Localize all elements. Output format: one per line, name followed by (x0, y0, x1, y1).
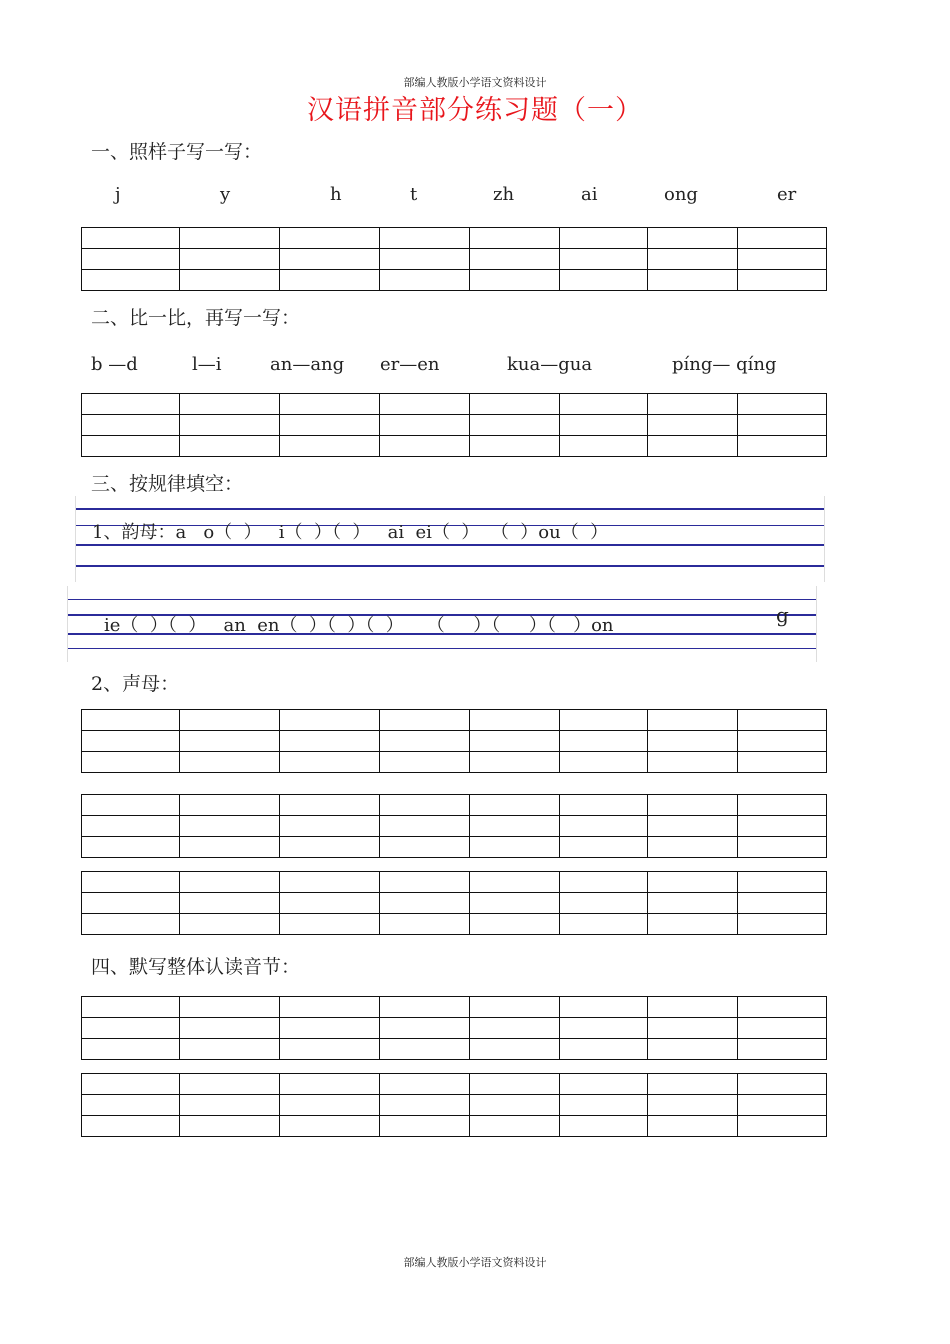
grid-row (82, 394, 827, 415)
grid-cell[interactable] (180, 436, 280, 457)
grid-cell[interactable] (648, 872, 738, 893)
grid-cell[interactable] (738, 816, 827, 837)
grid-cell[interactable] (470, 914, 560, 935)
grid-cell[interactable] (648, 270, 738, 291)
rule-line (76, 508, 824, 510)
grid-row (82, 1095, 827, 1116)
grid-cell[interactable] (560, 1095, 648, 1116)
grid-cell[interactable] (470, 752, 560, 773)
grid-cell[interactable] (470, 249, 560, 270)
grid-row (82, 837, 827, 858)
grid-cell[interactable] (82, 752, 180, 773)
grid-cell[interactable] (380, 1074, 470, 1095)
page-header: 部编人教版小学语文资料设计 (403, 76, 547, 89)
grid-cell[interactable] (82, 249, 180, 270)
letter-y: y (220, 184, 231, 205)
grid-cell[interactable] (180, 837, 280, 858)
grid-cell[interactable] (82, 1074, 180, 1095)
pair-ping-qing: píng— qíng (672, 354, 777, 375)
grid-cell[interactable] (180, 1095, 280, 1116)
grid-cell[interactable] (180, 270, 280, 291)
grid-cell[interactable] (738, 270, 827, 291)
grid-cell[interactable] (560, 1074, 648, 1095)
writing-grid-6[interactable] (81, 996, 827, 1060)
grid-cell[interactable] (648, 795, 738, 816)
grid-row (82, 795, 827, 816)
grid-row (82, 436, 827, 457)
grid-cell[interactable] (470, 270, 560, 291)
grid-cell[interactable] (82, 270, 180, 291)
grid-cell[interactable] (82, 228, 180, 249)
section-1-heading: 一、照样子写一写： (91, 141, 263, 163)
grid-cell[interactable] (380, 893, 470, 914)
rule-line (76, 565, 824, 567)
grid-cell[interactable] (560, 731, 648, 752)
section-3-heading: 三、按规律填空： (91, 473, 244, 495)
grid-cell[interactable] (280, 893, 380, 914)
grid-cell[interactable] (560, 415, 648, 436)
grid-cell[interactable] (470, 893, 560, 914)
grid-cell[interactable] (180, 394, 280, 415)
grid-cell[interactable] (82, 816, 180, 837)
grid-cell[interactable] (180, 816, 280, 837)
grid-cell[interactable] (280, 249, 380, 270)
grid-cell[interactable] (470, 710, 560, 731)
grid-cell[interactable] (82, 893, 180, 914)
grid-cell[interactable] (280, 837, 380, 858)
grid-cell[interactable] (82, 837, 180, 858)
grid-cell[interactable] (380, 997, 470, 1018)
grid-row (82, 710, 827, 731)
writing-grid-1[interactable] (81, 227, 827, 291)
grid-cell[interactable] (560, 270, 648, 291)
grid-cell[interactable] (470, 1074, 560, 1095)
grid-cell[interactable] (738, 394, 827, 415)
grid-cell[interactable] (560, 1018, 648, 1039)
grid-row (82, 415, 827, 436)
grid-cell[interactable] (738, 1018, 827, 1039)
pair-l-i: l—i (192, 354, 222, 375)
grid-cell[interactable] (180, 1074, 280, 1095)
grid-cell[interactable] (560, 1116, 648, 1137)
grid-cell[interactable] (180, 997, 280, 1018)
grid-cell[interactable] (82, 1039, 180, 1060)
letter-ai: ai (581, 184, 598, 205)
grid-cell[interactable] (180, 752, 280, 773)
grid-cell[interactable] (648, 249, 738, 270)
grid-cell[interactable] (280, 997, 380, 1018)
grid-row (82, 731, 827, 752)
grid-cell[interactable] (648, 228, 738, 249)
grid-cell[interactable] (648, 914, 738, 935)
grid-cell[interactable] (738, 1095, 827, 1116)
grid-cell[interactable] (738, 1039, 827, 1060)
grid-cell[interactable] (380, 872, 470, 893)
initials-subheading: 2、声母： (91, 673, 180, 695)
grid-cell[interactable] (380, 752, 470, 773)
grid-cell[interactable] (470, 872, 560, 893)
grid-cell[interactable] (280, 394, 380, 415)
section-4-heading: 四、默写整体认读音节： (91, 956, 301, 978)
grid-cell[interactable] (738, 872, 827, 893)
grid-cell[interactable] (560, 249, 648, 270)
letter-t: t (410, 184, 418, 205)
grid-cell[interactable] (560, 1039, 648, 1060)
grid-cell[interactable] (648, 1095, 738, 1116)
grid-cell[interactable] (82, 415, 180, 436)
grid-cell[interactable] (648, 394, 738, 415)
grid-cell[interactable] (380, 1116, 470, 1137)
grid-cell[interactable] (280, 1074, 380, 1095)
grid-cell[interactable] (648, 1074, 738, 1095)
grid-cell[interactable] (380, 1018, 470, 1039)
writing-grid-3[interactable] (81, 709, 827, 773)
grid-cell[interactable] (180, 1018, 280, 1039)
grid-cell[interactable] (560, 752, 648, 773)
grid-cell[interactable] (470, 228, 560, 249)
grid-cell[interactable] (180, 249, 280, 270)
grid-cell[interactable] (280, 795, 380, 816)
grid-cell[interactable] (738, 1116, 827, 1137)
ruled-band-2 (67, 586, 817, 662)
grid-cell[interactable] (180, 710, 280, 731)
grid-row (82, 752, 827, 773)
grid-cell[interactable] (280, 270, 380, 291)
grid-cell[interactable] (180, 415, 280, 436)
grid-cell[interactable] (380, 436, 470, 457)
grid-cell[interactable] (470, 837, 560, 858)
grid-cell[interactable] (648, 415, 738, 436)
grid-cell[interactable] (738, 837, 827, 858)
vowel-fill-line-2-tail: g (776, 603, 789, 627)
grid-cell[interactable] (380, 710, 470, 731)
grid-cell[interactable] (560, 837, 648, 858)
page-footer: 部编人教版小学语文资料设计 (403, 1256, 547, 1269)
letter-ong: ong (664, 184, 698, 205)
writing-grid-7[interactable] (81, 1073, 827, 1137)
grid-cell[interactable] (82, 1018, 180, 1039)
grid-cell[interactable] (380, 249, 470, 270)
grid-cell[interactable] (560, 394, 648, 415)
grid-cell[interactable] (470, 816, 560, 837)
grid-cell[interactable] (470, 1095, 560, 1116)
section-2-heading: 二、比一比，再写一写： (91, 307, 301, 329)
grid-cell[interactable] (738, 415, 827, 436)
pair-kua-gua: kua—gua (507, 354, 593, 375)
grid-row (82, 893, 827, 914)
grid-cell[interactable] (470, 795, 560, 816)
grid-cell[interactable] (280, 1039, 380, 1060)
grid-cell[interactable] (470, 1116, 560, 1137)
grid-cell[interactable] (180, 872, 280, 893)
grid-cell[interactable] (280, 436, 380, 457)
grid-cell[interactable] (560, 872, 648, 893)
grid-cell[interactable] (380, 270, 470, 291)
grid-cell[interactable] (180, 795, 280, 816)
ruled-band-1 (75, 496, 825, 582)
vowel-fill-line-2[interactable]: ie（ ）（ ） an en（ ）（ ）（ ） （ ）（ ）（ ）on (104, 615, 614, 636)
grid-cell[interactable] (280, 415, 380, 436)
grid-cell[interactable] (648, 710, 738, 731)
letter-er: er (777, 184, 797, 205)
grid-cell[interactable] (738, 731, 827, 752)
grid-cell[interactable] (738, 710, 827, 731)
grid-cell[interactable] (738, 914, 827, 935)
grid-cell[interactable] (380, 1039, 470, 1060)
grid-cell[interactable] (470, 997, 560, 1018)
grid-cell[interactable] (470, 1018, 560, 1039)
grid-cell[interactable] (560, 795, 648, 816)
grid-cell[interactable] (380, 731, 470, 752)
grid-cell[interactable] (280, 1116, 380, 1137)
writing-grid-5[interactable] (81, 871, 827, 935)
grid-cell[interactable] (380, 394, 470, 415)
grid-cell[interactable] (648, 731, 738, 752)
grid-cell[interactable] (380, 837, 470, 858)
grid-cell[interactable] (648, 1116, 738, 1137)
grid-cell[interactable] (648, 893, 738, 914)
grid-cell[interactable] (738, 795, 827, 816)
grid-row (82, 914, 827, 935)
worksheet-title: 汉语拼音部分练习题（一） (307, 95, 643, 126)
grid-cell[interactable] (380, 415, 470, 436)
grid-cell[interactable] (648, 1018, 738, 1039)
grid-cell[interactable] (648, 1039, 738, 1060)
grid-row (82, 1074, 827, 1095)
letter-zh: zh (493, 184, 515, 205)
grid-cell[interactable] (180, 228, 280, 249)
grid-cell[interactable] (82, 997, 180, 1018)
grid-cell[interactable] (82, 731, 180, 752)
grid-cell[interactable] (82, 1095, 180, 1116)
grid-row (82, 1018, 827, 1039)
grid-cell[interactable] (738, 752, 827, 773)
grid-row (82, 872, 827, 893)
grid-cell[interactable] (560, 893, 648, 914)
grid-cell[interactable] (82, 710, 180, 731)
rule-line (76, 544, 824, 546)
grid-cell[interactable] (738, 997, 827, 1018)
grid-cell[interactable] (82, 394, 180, 415)
grid-cell[interactable] (470, 731, 560, 752)
grid-cell[interactable] (82, 795, 180, 816)
grid-row (82, 228, 827, 249)
pair-an-ang: an—ang (270, 354, 345, 375)
vowel-fill-line-1[interactable]: 1、韵母：a o（ ） i（ ）（ ） ai ei（ ） （ ）ou（ ） (92, 522, 609, 543)
grid-cell[interactable] (560, 816, 648, 837)
pair-er-en: er—en (380, 354, 440, 375)
letter-j: j (115, 184, 121, 205)
grid-cell[interactable] (470, 394, 560, 415)
grid-cell[interactable] (648, 816, 738, 837)
rule-line (68, 599, 816, 600)
grid-cell[interactable] (560, 710, 648, 731)
grid-cell[interactable] (280, 1018, 380, 1039)
writing-grid-4[interactable] (81, 794, 827, 858)
grid-cell[interactable] (280, 914, 380, 935)
grid-cell[interactable] (738, 893, 827, 914)
grid-cell[interactable] (560, 914, 648, 935)
grid-cell[interactable] (380, 914, 470, 935)
grid-cell[interactable] (380, 228, 470, 249)
grid-cell[interactable] (648, 997, 738, 1018)
grid-cell[interactable] (560, 997, 648, 1018)
rule-line (68, 648, 816, 649)
grid-cell[interactable] (180, 731, 280, 752)
grid-cell[interactable] (470, 436, 560, 457)
grid-cell[interactable] (280, 1095, 380, 1116)
grid-cell[interactable] (470, 1039, 560, 1060)
grid-cell[interactable] (648, 752, 738, 773)
grid-cell[interactable] (180, 893, 280, 914)
grid-cell[interactable] (560, 228, 648, 249)
grid-cell[interactable] (738, 249, 827, 270)
grid-cell[interactable] (648, 436, 738, 457)
grid-cell[interactable] (180, 1039, 280, 1060)
grid-cell[interactable] (82, 872, 180, 893)
grid-cell[interactable] (738, 228, 827, 249)
pair-b-d: b —d (91, 354, 138, 375)
grid-cell[interactable] (280, 816, 380, 837)
grid-cell[interactable] (280, 710, 380, 731)
grid-cell[interactable] (470, 415, 560, 436)
grid-row (82, 1116, 827, 1137)
grid-row (82, 270, 827, 291)
grid-cell[interactable] (380, 1095, 470, 1116)
grid-cell[interactable] (82, 436, 180, 457)
grid-cell[interactable] (560, 436, 648, 457)
grid-cell[interactable] (280, 752, 380, 773)
grid-cell[interactable] (280, 731, 380, 752)
grid-cell[interactable] (380, 795, 470, 816)
grid-cell[interactable] (280, 228, 380, 249)
grid-cell[interactable] (180, 914, 280, 935)
grid-cell[interactable] (380, 816, 470, 837)
grid-cell[interactable] (82, 914, 180, 935)
grid-cell[interactable] (82, 1116, 180, 1137)
letter-h: h (330, 184, 342, 205)
grid-cell[interactable] (280, 872, 380, 893)
grid-cell[interactable] (738, 436, 827, 457)
grid-row (82, 816, 827, 837)
grid-cell[interactable] (738, 1074, 827, 1095)
grid-row (82, 997, 827, 1018)
grid-row (82, 249, 827, 270)
grid-cell[interactable] (180, 1116, 280, 1137)
writing-grid-2[interactable] (81, 393, 827, 457)
grid-row (82, 1039, 827, 1060)
grid-cell[interactable] (648, 837, 738, 858)
